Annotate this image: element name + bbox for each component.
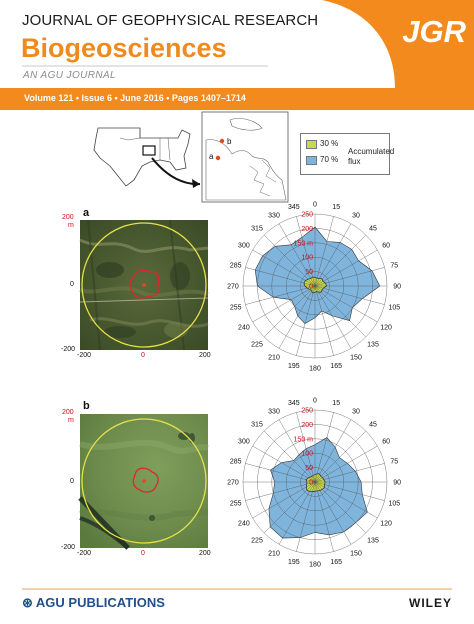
panel-b-xtick-right: 200: [199, 550, 211, 557]
wiley-logo: WILEY: [409, 596, 452, 610]
polar-chart-b: [227, 392, 410, 572]
angle-label: 0: [313, 397, 317, 405]
legend-label-30: 30 %: [320, 139, 339, 148]
angle-label: 270: [227, 479, 239, 487]
radial-tick-label: 50: [305, 269, 313, 277]
site-a-label: a: [209, 152, 214, 161]
angle-label: 300: [238, 242, 250, 250]
angle-label: 165: [330, 362, 343, 370]
angle-label: 15: [332, 400, 341, 408]
panel-b-ytick-top: 200: [62, 409, 74, 416]
series-0-area: [255, 227, 380, 324]
angle-label: 255: [229, 500, 242, 508]
panel-a-xtick-right: 200: [199, 352, 211, 359]
angle-label: 195: [287, 558, 300, 566]
angle-label: 195: [287, 362, 300, 370]
panel-a-xtick-left: -200: [77, 352, 92, 359]
radial-tick-label: 0: [309, 479, 313, 487]
radial-tick-label: 50: [305, 465, 313, 473]
radial-tick-label: 0: [309, 283, 313, 291]
angle-label: 30: [352, 408, 360, 416]
angle-label: 240: [238, 324, 250, 332]
radial-tick-label: 250: [301, 211, 313, 219]
angle-label: 75: [390, 458, 399, 466]
panel-b-letter: b: [83, 400, 90, 412]
angle-label: 90: [393, 479, 401, 487]
panel-b-ytick-bottom: -200: [61, 544, 76, 551]
angle-label: 255: [229, 304, 242, 312]
legend-swatch-70: [306, 156, 317, 165]
radial-tick-label: 200: [301, 421, 313, 429]
angle-label: 60: [382, 438, 390, 446]
angle-label: 165: [330, 558, 343, 566]
legend-title-line1: Accumulated: [348, 147, 395, 156]
angle-label: 15: [332, 204, 341, 212]
angle-label: 315: [251, 225, 263, 233]
angle-label: 225: [251, 537, 263, 545]
angle-label: 75: [390, 262, 399, 270]
polar-chart-a: [227, 196, 410, 376]
journal-subtitle: Biogeosciences: [21, 33, 227, 63]
angle-label: 210: [268, 354, 280, 362]
angle-label: 300: [238, 438, 250, 446]
panel-a-ytick-mid: 0: [70, 281, 74, 288]
angle-label: 105: [388, 500, 401, 508]
radial-tick-label: 100: [301, 254, 313, 262]
panel-a-ytick-bottom: -200: [61, 346, 76, 353]
angle-label: 0: [313, 201, 317, 209]
angle-label: 225: [251, 341, 263, 349]
legend-label-70: 70 %: [320, 155, 339, 164]
angle-label: 345: [287, 204, 300, 212]
radial-tick-label: 150 m: [293, 436, 313, 444]
angle-label: 150: [350, 550, 362, 558]
radial-tick-label: 150 m: [293, 240, 313, 248]
angle-label: 240: [238, 520, 250, 528]
panel-b-xtick-left: -200: [77, 550, 92, 557]
zoom-arrowhead: [192, 179, 200, 188]
angle-label: 120: [380, 324, 392, 332]
panel-b-ytick-mid: 0: [70, 478, 74, 485]
journal-title: JOURNAL OF GEOPHYSICAL RESEARCH: [22, 12, 319, 29]
angle-label: 285: [229, 262, 242, 270]
radial-tick-label: 200: [301, 225, 313, 233]
agu-publications-text: AGU PUBLICATIONS: [35, 595, 165, 610]
angle-label: 135: [367, 537, 379, 545]
panel-b-xtick-mid: 0: [141, 550, 145, 557]
radial-tick-label: 250: [301, 407, 313, 415]
angle-label: 150: [350, 354, 362, 362]
angle-label: 345: [287, 400, 300, 408]
us-coast-outline: [94, 128, 190, 186]
panel-a-unit: m: [68, 222, 74, 229]
legend-title-line2: flux: [348, 157, 361, 166]
site-b-marker: [220, 139, 224, 143]
angle-label: 285: [229, 458, 242, 466]
radial-tick-label: 100: [301, 450, 313, 458]
angle-label: 180: [309, 365, 321, 373]
angle-label: 210: [268, 550, 280, 558]
panel-a-xtick-mid: 0: [141, 352, 145, 359]
angle-label: 180: [309, 561, 321, 569]
aerial-image-b: [80, 414, 208, 548]
angle-label: 330: [268, 212, 280, 220]
jgr-logo-text: JGR: [402, 14, 466, 49]
angle-label: 270: [227, 283, 239, 291]
site-b-label: b: [227, 137, 232, 146]
angle-label: 60: [382, 242, 390, 250]
inset-map-graphic: [0, 110, 474, 210]
angle-label: 45: [369, 421, 377, 429]
panel-b-unit: m: [68, 417, 74, 424]
site-a-marker: [216, 156, 220, 160]
issue-info: Volume 121 • Issue 6 • June 2016 • Pages 1407–1714: [24, 93, 246, 103]
panel-a-ytick-top: 200: [62, 214, 74, 221]
angle-label: 105: [388, 304, 401, 312]
panel-a-letter: a: [83, 207, 90, 219]
angle-label: 330: [268, 408, 280, 416]
angle-label: 120: [380, 520, 392, 528]
legend-swatch-30: [306, 140, 317, 149]
journal-tagline: AN AGU JOURNAL: [23, 70, 117, 81]
angle-label: 30: [352, 212, 360, 220]
angle-label: 45: [369, 225, 377, 233]
angle-label: 90: [393, 283, 401, 291]
angle-label: 315: [251, 421, 263, 429]
agu-publications-logo: ⊛ AGU PUBLICATIONS: [22, 595, 165, 610]
aerial-image-a: [80, 220, 208, 350]
angle-label: 135: [367, 341, 379, 349]
